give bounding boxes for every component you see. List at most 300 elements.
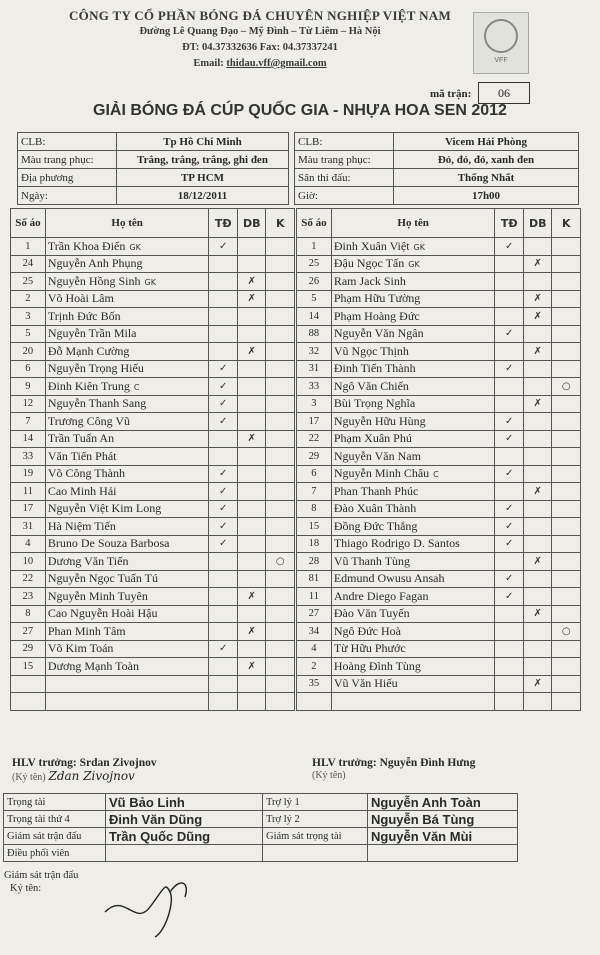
starter-mark [209,290,238,308]
logo-text: VFF [494,57,508,64]
email-label: Email: [193,58,224,69]
table-row [11,605,295,623]
starter-mark: ✓ [495,238,524,256]
absent-mark [266,273,295,291]
empty-cell [495,693,524,711]
official-role: Giám sát trọng tài [263,828,368,845]
ball-icon [484,19,518,53]
empty-cell [209,693,238,711]
reserve-mark [523,273,552,291]
roster-header [297,209,581,238]
reserve-mark: ✗ [237,658,266,676]
info-label: Ngày: [18,187,117,205]
info-row [18,169,289,187]
player-name: Nguyễn Hồng Sinh [47,273,141,288]
info-label: Sân thi đấu: [295,169,394,187]
player-name: Edmund Owusu Ansah [333,571,445,586]
player-name: Đinh Tiến Thành [333,361,416,376]
reserve-mark [237,605,266,623]
player-name: Nguyễn Trọng Hiếu [47,361,144,376]
table-row [297,570,581,588]
reserve-mark [237,518,266,536]
starter-mark [495,308,524,326]
player-name: Vũ Ngọc Thịnh [333,343,409,358]
player-name-cell [331,465,495,483]
empty-cell [266,693,295,711]
info-value: TP HCM [117,169,289,187]
player-name: Ngô Đức Hoà [333,623,401,638]
player-name: Bruno De Souza Barbosa [47,536,170,551]
player-name: Đồng Đức Thắng [333,518,418,533]
shirt-number: 17 [11,500,46,518]
shirt-number: 3 [11,308,46,326]
shirt-number: 18 [297,535,332,553]
reserve-mark [237,413,266,431]
table-row [11,325,295,343]
table-row [297,535,581,553]
official-row [4,794,518,811]
shirt-number: 14 [11,430,46,448]
absent-mark: ○ [552,623,581,641]
reserve-mark: ✗ [523,395,552,413]
player-name-cell [331,238,495,256]
starter-mark [495,448,524,466]
starter-mark: ✓ [495,325,524,343]
player-name: Võ Kim Toán [47,641,114,656]
header-td: TĐ [209,209,238,238]
table-row [11,500,295,518]
table-row [297,588,581,606]
starter-mark [209,605,238,623]
table-row [11,693,295,711]
player-name: Đinh Kiên Trung [47,378,130,393]
player-name-cell [331,518,495,536]
reserve-mark [523,623,552,641]
officials-table [3,793,518,862]
player-name: Võ Hoài Lâm [47,291,114,306]
official-name: Trần Quốc Dũng [106,828,263,845]
player-name-cell [45,325,209,343]
starter-mark [495,640,524,658]
starter-mark [495,658,524,676]
player-name-cell [331,535,495,553]
starter-mark: ✓ [495,430,524,448]
info-value: Đỏ, đỏ, đỏ, xanh đen [394,151,579,169]
absent-mark [266,570,295,588]
starter-mark: ✓ [495,570,524,588]
shirt-number: 17 [297,413,332,431]
table-row [297,378,581,396]
starter-mark [209,308,238,326]
table-row [297,325,581,343]
shirt-number: 4 [11,535,46,553]
player-note: GK [413,242,425,252]
absent-mark [552,343,581,361]
table-row [297,238,581,256]
player-name-cell [45,500,209,518]
official-role: Giám sát trận đấu [4,828,106,845]
starter-mark [495,395,524,413]
reserve-mark [523,430,552,448]
starter-mark: ✓ [209,483,238,501]
player-name-cell [331,588,495,606]
player-name-cell [331,640,495,658]
table-row [297,448,581,466]
shirt-number: 31 [297,360,332,378]
player-name: Thiago Rodrigo D. Santos [333,536,460,551]
reserve-mark [237,395,266,413]
empty-cell [237,693,266,711]
shirt-number: 8 [297,500,332,518]
info-label: Giờ: [295,187,394,205]
table-row [297,273,581,291]
absent-mark [266,413,295,431]
official-name [368,845,518,862]
player-name-cell [331,483,495,501]
home-coach [12,757,157,783]
player-name: Phạm Hoàng Đức [333,308,420,323]
player-name-cell [331,658,495,676]
official-role: Trọng tài [4,794,106,811]
empty-cell [209,675,238,693]
info-value: Vicem Hải Phòng [394,133,579,151]
table-row [297,360,581,378]
player-name-cell [331,325,495,343]
starter-mark: ✓ [209,378,238,396]
starter-mark: ✓ [209,535,238,553]
reserve-mark [523,518,552,536]
table-row [297,693,581,711]
table-row [297,518,581,536]
reserve-mark [523,360,552,378]
player-name: Phạm Hữu Tường [333,291,421,306]
player-name: Nguyễn Văn Nam [333,448,421,463]
table-row [11,675,295,693]
absent-mark [552,483,581,501]
player-note: C [133,382,140,392]
player-name-cell [331,273,495,291]
reserve-mark: ✗ [237,623,266,641]
player-name-cell [331,413,495,431]
table-row [11,395,295,413]
page-title: GIẢI BÓNG ĐÁ CÚP QUỐC GIA - NHỰA HOA SEN 2012 [93,102,507,119]
starter-mark [495,343,524,361]
reserve-mark: ✗ [237,343,266,361]
starter-mark: ✓ [209,465,238,483]
player-name: Nguyễn Thanh Sang [47,396,147,411]
reserve-mark [523,448,552,466]
shirt-number: 33 [297,378,332,396]
table-row [297,483,581,501]
reserve-mark [237,500,266,518]
player-name: Vũ Thanh Tùng [333,553,411,568]
player-name: Trần Tuấn An [47,431,115,446]
sign-label: (Ký tên) [12,772,46,783]
absent-mark [552,360,581,378]
shirt-number: 26 [297,273,332,291]
shirt-number: 25 [297,255,332,273]
absent-mark [552,465,581,483]
player-name-cell [331,395,495,413]
header-k: K [266,209,295,238]
vff-logo [473,12,529,74]
starter-mark: ✓ [209,413,238,431]
shirt-number: 15 [11,658,46,676]
shirt-number: 20 [11,343,46,361]
player-name-cell [45,430,209,448]
absent-mark [266,325,295,343]
header-k: K [552,209,581,238]
reserve-mark: ✗ [523,553,552,571]
reserve-mark: ✗ [523,308,552,326]
coach-name: Nguyễn Đình Hưng [379,757,476,769]
header-shirt-number: Số áo [11,209,46,238]
reserve-mark [523,413,552,431]
shirt-number: 34 [297,623,332,641]
official-row [4,828,518,845]
header-name: Họ tên [331,209,495,238]
starter-mark [495,675,524,693]
starter-mark [209,658,238,676]
table-row [11,588,295,606]
player-name-cell [331,605,495,623]
shirt-number: 15 [297,518,332,536]
info-label: Địa phương [18,169,117,187]
player-name: Văn Tiến Phát [47,448,117,463]
starter-mark [209,325,238,343]
header-db: DB [523,209,552,238]
reserve-mark: ✗ [237,290,266,308]
empty-cell [11,693,46,711]
player-name-cell [45,588,209,606]
table-row [297,675,581,693]
shirt-number: 7 [11,413,46,431]
reserve-mark [237,640,266,658]
away-team-info [294,132,579,205]
reserve-mark [237,238,266,256]
official-name [106,845,263,862]
player-name: Phan Thanh Phúc [333,483,419,498]
player-name: Từ Hữu Phước [333,641,406,656]
info-row [18,133,289,151]
player-name: Trương Công Vũ [47,413,131,428]
player-name: Nguyễn Hữu Hùng [333,413,426,428]
player-name: Nguyễn Minh Tuyên [47,588,148,603]
reserve-mark [523,378,552,396]
absent-mark [266,395,295,413]
table-row [297,255,581,273]
shirt-number: 35 [297,675,332,693]
absent-mark [552,570,581,588]
player-name-cell [45,343,209,361]
header-db: DB [237,209,266,238]
table-row [297,430,581,448]
player-name-cell [331,360,495,378]
absent-mark [266,535,295,553]
empty-cell [11,675,46,693]
starter-mark [495,255,524,273]
reserve-mark [237,448,266,466]
starter-mark [209,623,238,641]
table-row [297,623,581,641]
starter-mark [209,430,238,448]
info-row [295,187,579,205]
player-name: Vũ Văn Hiếu [333,676,398,691]
table-row [11,255,295,273]
player-name: Ngô Văn Chiến [333,378,409,393]
shirt-number: 27 [11,623,46,641]
table-row [11,570,295,588]
absent-mark: ○ [266,553,295,571]
player-name: Dương Văn Tiến [47,553,129,568]
starter-mark [209,553,238,571]
absent-mark [266,343,295,361]
official-role: Điều phối viên [4,845,106,862]
table-row [11,360,295,378]
player-name: Andre Diego Fagan [333,588,429,603]
starter-mark [209,588,238,606]
player-name: Đỗ Mạnh Cường [47,343,130,358]
shirt-number: 12 [11,395,46,413]
empty-cell [552,693,581,711]
player-name: Nguyễn Việt Kim Long [47,501,162,516]
company-name: CÔNG TY CỔ PHẦN BÓNG ĐÁ CHUYÊN NGHIỆP VIỆT NAM [68,8,452,23]
starter-mark: ✓ [209,238,238,256]
absent-mark [552,448,581,466]
info-value: 17h00 [394,187,579,205]
player-name-cell [331,378,495,396]
table-row [11,658,295,676]
coach-name: Srdan Zivojnov [79,757,157,769]
header-td: TĐ [495,209,524,238]
coach-label: HLV trưởng: [312,757,377,769]
starter-mark [495,623,524,641]
starter-mark [495,290,524,308]
reserve-mark [237,325,266,343]
absent-mark [266,430,295,448]
reserve-mark: ✗ [237,430,266,448]
reserve-mark [523,535,552,553]
reserve-mark [523,588,552,606]
shirt-number: 1 [297,238,332,256]
shirt-number: 32 [297,343,332,361]
reserve-mark [237,378,266,396]
absent-mark [552,640,581,658]
player-name-cell [45,535,209,553]
absent-mark [552,308,581,326]
reserve-mark [523,500,552,518]
reserve-mark: ✗ [523,255,552,273]
roster-header [11,209,295,238]
starter-mark: ✓ [495,360,524,378]
info-label: Màu trang phục: [18,151,117,169]
table-row [297,413,581,431]
table-row [297,500,581,518]
supervisor-signature [95,872,205,942]
table-row [11,553,295,571]
shirt-number: 7 [297,483,332,501]
player-name: Ram Jack Sinh [333,273,406,288]
starter-mark: ✓ [209,518,238,536]
sign-label: Ký tên: [10,883,42,894]
absent-mark [266,518,295,536]
absent-mark [266,465,295,483]
player-name-cell [331,500,495,518]
sign-label: (Ký tên) [312,770,346,781]
starter-mark: ✓ [495,518,524,536]
absent-mark [552,658,581,676]
email-address[interactable]: thidau.vff@gmail.com [226,58,327,69]
player-name: Nguyễn Minh Châu [333,466,430,481]
absent-mark [266,623,295,641]
empty-cell [45,693,209,711]
absent-mark [552,675,581,693]
starter-mark [209,343,238,361]
table-row [11,430,295,448]
absent-mark [266,588,295,606]
player-name-cell [45,465,209,483]
player-name-cell [45,658,209,676]
starter-mark [495,378,524,396]
absent-mark [552,273,581,291]
player-name: Đào Văn Tuyến [333,606,410,621]
reserve-mark [237,483,266,501]
starter-mark [495,553,524,571]
player-name-cell [45,518,209,536]
shirt-number: 23 [11,588,46,606]
info-value: Tp Hồ Chí Minh [117,133,289,151]
absent-mark [266,605,295,623]
player-name-cell [45,413,209,431]
reserve-mark [523,325,552,343]
reserve-mark: ✗ [237,588,266,606]
supervisor-label: Giám sát trận đấu [4,870,79,881]
official-row [4,811,518,828]
player-name-cell [45,378,209,396]
empty-cell [331,693,495,711]
reserve-mark [237,360,266,378]
starter-mark: ✓ [495,413,524,431]
table-row [11,378,295,396]
shirt-number: 6 [11,360,46,378]
absent-mark [552,238,581,256]
player-name: Phan Minh Tâm [47,623,126,638]
info-row [295,151,579,169]
player-name-cell [331,290,495,308]
absent-mark [552,325,581,343]
table-row [297,640,581,658]
starter-mark: ✓ [495,535,524,553]
shirt-number: 4 [297,640,332,658]
reserve-mark [523,658,552,676]
reserve-mark [237,308,266,326]
official-name: Đinh Văn Dũng [106,811,263,828]
absent-mark [552,255,581,273]
shirt-number: 10 [11,553,46,571]
reserve-mark [237,553,266,571]
away-coach [312,757,475,781]
absent-mark [266,378,295,396]
starter-mark [209,570,238,588]
company-address: Đường Lê Quang Đạo – Mỹ Đình – Từ Liêm – Hà Nội [139,26,381,37]
shirt-number: 5 [11,325,46,343]
table-row [11,535,295,553]
company-email [40,58,480,69]
player-name: Đào Xuân Thành [333,501,417,516]
player-name-cell [45,308,209,326]
reserve-mark [237,535,266,553]
absent-mark [552,395,581,413]
